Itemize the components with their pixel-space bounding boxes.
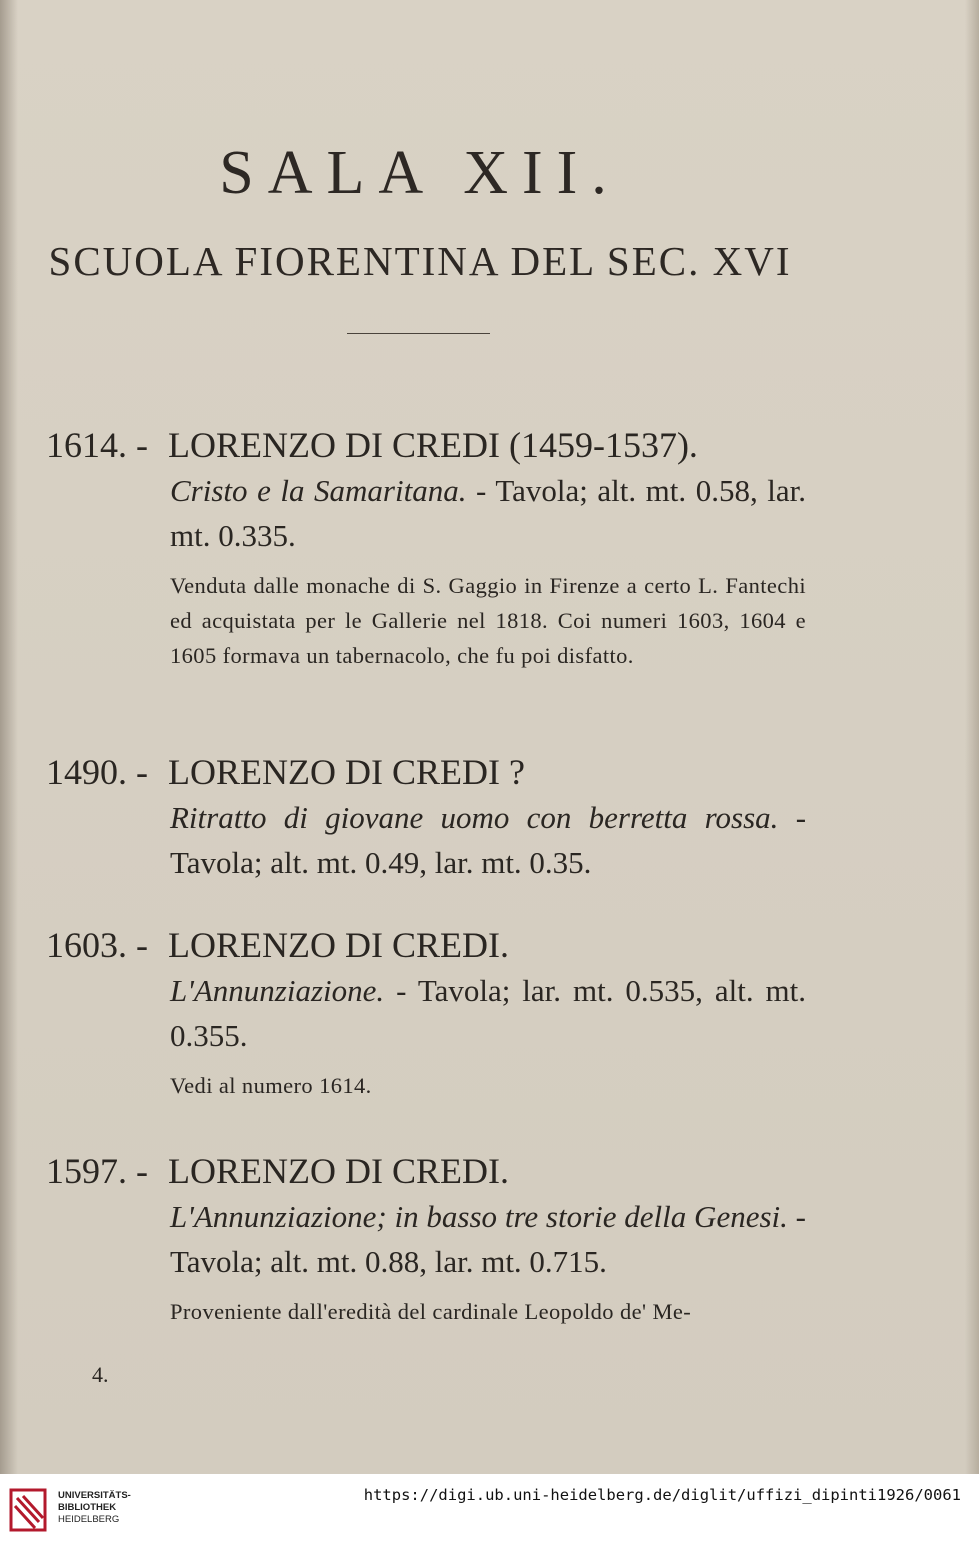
entry-number: 1614. - bbox=[46, 425, 148, 465]
catalogue-entry bbox=[46, 922, 806, 1103]
title-divider bbox=[347, 333, 490, 334]
catalogue-entry bbox=[46, 422, 806, 673]
entry-details: - Tavola; alt. mt. 0.49, lar. mt. 0.35. bbox=[170, 800, 807, 880]
entry-artist: LORENZO DI CREDI. bbox=[168, 1151, 509, 1191]
entry-number: 1490. - bbox=[46, 752, 148, 792]
library-name bbox=[58, 1490, 131, 1526]
entry-details: - Tavola; lar. mt. 0.535, alt. mt. 0.355. bbox=[170, 973, 807, 1053]
page-number: 4. bbox=[92, 1362, 109, 1387]
entry-work-title: Ritratto di giovane uomo con berretta rossa. bbox=[170, 800, 779, 835]
university-library-logo-icon bbox=[8, 1484, 54, 1536]
entry-work-title: L'Annunziazione. bbox=[170, 973, 385, 1008]
library-name-line: HEIDELBERG bbox=[58, 1514, 120, 1525]
entry-note: Venduta dalle monache di S. Gaggio in Firenze a certo L. Fantechi ed acquistata per le Gallerie nel 1818. Coi numeri 1603, 1604 e 1605 formava un tabernacolo, che fu poi disfatto. bbox=[170, 573, 806, 668]
entry-details: - Tavola; alt. mt. 0.58, lar. mt. 0.335. bbox=[170, 473, 806, 553]
library-name-line: BIBLIOTHEK bbox=[58, 1502, 117, 1513]
entry-artist: LORENZO DI CREDI (1459-1537). bbox=[168, 425, 698, 465]
entry-note: Vedi al numero 1614. bbox=[170, 1073, 372, 1098]
entry-description bbox=[170, 468, 806, 558]
room-title: SALA XII. bbox=[219, 139, 621, 207]
room-subtitle: SCUOLA FIORENTINA DEL SEC. XVI bbox=[48, 238, 792, 284]
entry-heading bbox=[46, 1148, 806, 1194]
entry-note: Proveniente dall'eredità del cardinale Leopoldo de' Me- bbox=[170, 1299, 692, 1324]
entry-number: 1597. - bbox=[46, 1151, 148, 1191]
entry-work-title: L'Annunziazione; in basso tre storie della Genesi. bbox=[170, 1199, 788, 1234]
library-name-line: UNIVERSITÄTS- bbox=[58, 1490, 131, 1501]
viewer-footer bbox=[0, 1474, 979, 1544]
entry-description bbox=[170, 1194, 806, 1284]
entry-artist: LORENZO DI CREDI ? bbox=[168, 752, 525, 792]
permalink-url[interactable]: https://digi.ub.uni-heidelberg.de/diglit/uffizi_dipinti1926/0061 bbox=[363, 1486, 961, 1504]
entry-number: 1603. - bbox=[46, 925, 148, 965]
entry-artist: LORENZO DI CREDI. bbox=[168, 925, 509, 965]
entry-heading bbox=[46, 922, 806, 968]
entry-description bbox=[170, 795, 806, 885]
entry-heading bbox=[46, 749, 806, 795]
catalogue-entry bbox=[46, 1148, 806, 1329]
entry-work-title: Cristo e la Samaritana. bbox=[170, 473, 467, 508]
entry-heading bbox=[46, 422, 806, 468]
entry-details: - Tavola; alt. mt. 0.88, lar. mt. 0.715. bbox=[170, 1199, 806, 1279]
catalogue-entry bbox=[46, 749, 806, 885]
entry-description bbox=[170, 968, 806, 1058]
